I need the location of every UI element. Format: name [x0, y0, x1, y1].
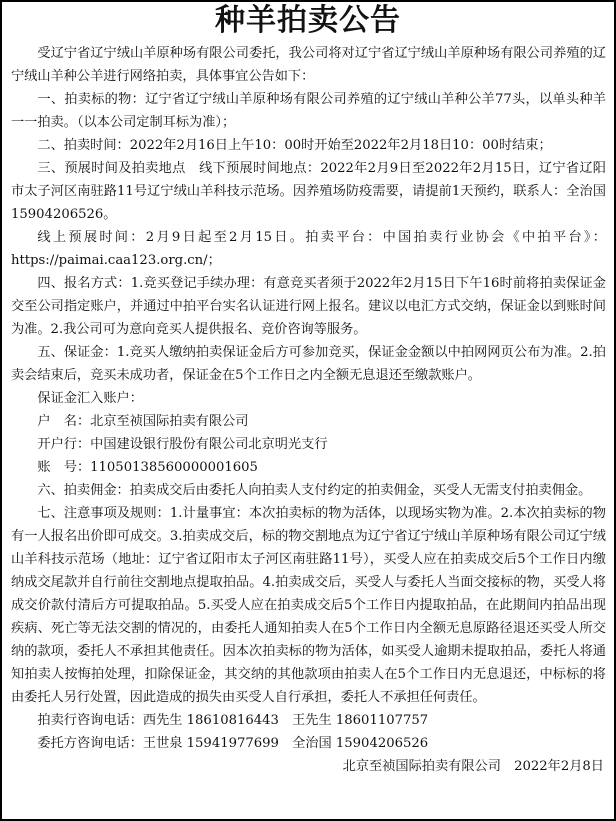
signature-line: 北京至祯国际拍卖有限公司 2022年2月8日: [342, 759, 604, 774]
section-rules: 七、注意事项及规则：1.计量事宜：本次拍卖标的物为活体，以现场实物为准。2.本次拍卖标的物有一人报名出价即可成交。3.拍卖成交后，标的物交割地点为辽宁省辽宁绒山羊原种场有限公司辽宁绒山羊科技示范场（地址：辽宁省辽阳市太子河区南驻路11号），买受人应在拍卖成交后5个工作日内缴纳成交尾款并自行前往交割地点提取拍品。4.拍卖成交后，买受人与委托人当面交接标的物，买受人将成交价款付清后方可提取拍品。5.买受人应在拍卖成交后5个工作日内提取拍品，在此期间内拍品出现疾病、死亡等无法交割的情况的，由委托人通知拍卖人在5个工作日内全额无息原路径退还买受人所交纳的款项，委托人不承担其他责任。因本次拍卖标的物为活体，如买受人逾期未提取拍品，委托人将通知拍卖人按悔拍处理，扣除保证金，其交纳的其他款项由拍卖人在5个工作日内无息退还，中标标的将由委托人另行处置，因此造成的损失由买受人自行承担，委托人不承担任何责任。: [11, 506, 606, 705]
account-heading: 保证金汇入账户：: [37, 391, 143, 406]
client-contact: 委托方咨询电话：王世泉 15941977699 全治国 15904206526: [37, 736, 429, 751]
notice-title: 种羊拍卖公告: [215, 3, 401, 38]
section-online-preview: 线上预展时间：2月9日起至2月15日。拍卖平台：中国拍卖行业协会《中拍平台》：https://paimai.caa123.org.cn/；: [11, 230, 606, 268]
section-deposit: 五、保证金：1.竞买人缴纳拍卖保证金后方可参加竞买，保证金金额以中拍网网页公布为准。2.拍卖会结束后，竞买未成功者，保证金在5个工作日之内全额无息退还至缴款账户。: [11, 345, 606, 383]
section-registration: 四、报名方式：1.竞买登记手续办理：有意竞买者须于2022年2月15日下午16时前将拍卖保证金交至公司指定账户，并通过中拍平台实名认证进行网上报名。建议以电汇方式交纳，保证金以到账时间为准。2.我公司可为意向竞买人提供报名、竞价咨询等服务。: [11, 276, 606, 337]
notice-body: [2, 42, 614, 778]
intro-paragraph: 受辽宁省辽宁绒山羊原种场有限公司委托，我公司将对辽宁省辽宁绒山羊原种场有限公司养殖的辽宁绒山羊种公羊进行网络拍卖，具体事宜公告如下：: [11, 46, 606, 84]
section-commission: 六、拍卖佣金：拍卖成交后由委托人向拍卖人支付约定的拍卖佣金，买受人无需支付拍卖佣金。: [37, 483, 592, 498]
account-bank: 开户行：中国建设银行股份有限公司北京明光支行: [37, 437, 328, 452]
account-name: 户 名：北京至祯国际拍卖有限公司: [37, 414, 249, 429]
section-auction-item: 一、拍卖标的物：辽宁省辽宁绒山羊原种场有限公司养殖的辽宁绒山羊种公羊77头，以单头种羊一一拍卖。（以本公司定制耳标为准）；: [11, 92, 606, 130]
auction-house-contact: 拍卖行咨询电话：西先生 18610816443 王先生 18601107757: [37, 713, 429, 728]
section-auction-time: 二、拍卖时间：2022年2月16日上午10：00时开始至2022年2月18日10：00时结束；: [37, 138, 552, 153]
account-number: 账 号：11050138560000001605: [37, 460, 258, 475]
section-preview: 三、预展时间及拍卖地点 线下预展时间地点：2022年2月9日至2022年2月15日，辽宁省辽阳市太子河区南驻路11号辽宁绒山羊科技示范场。因养殖场防疫需要，请提前1天预约，联系人：全治国 15904206526。: [11, 161, 606, 222]
